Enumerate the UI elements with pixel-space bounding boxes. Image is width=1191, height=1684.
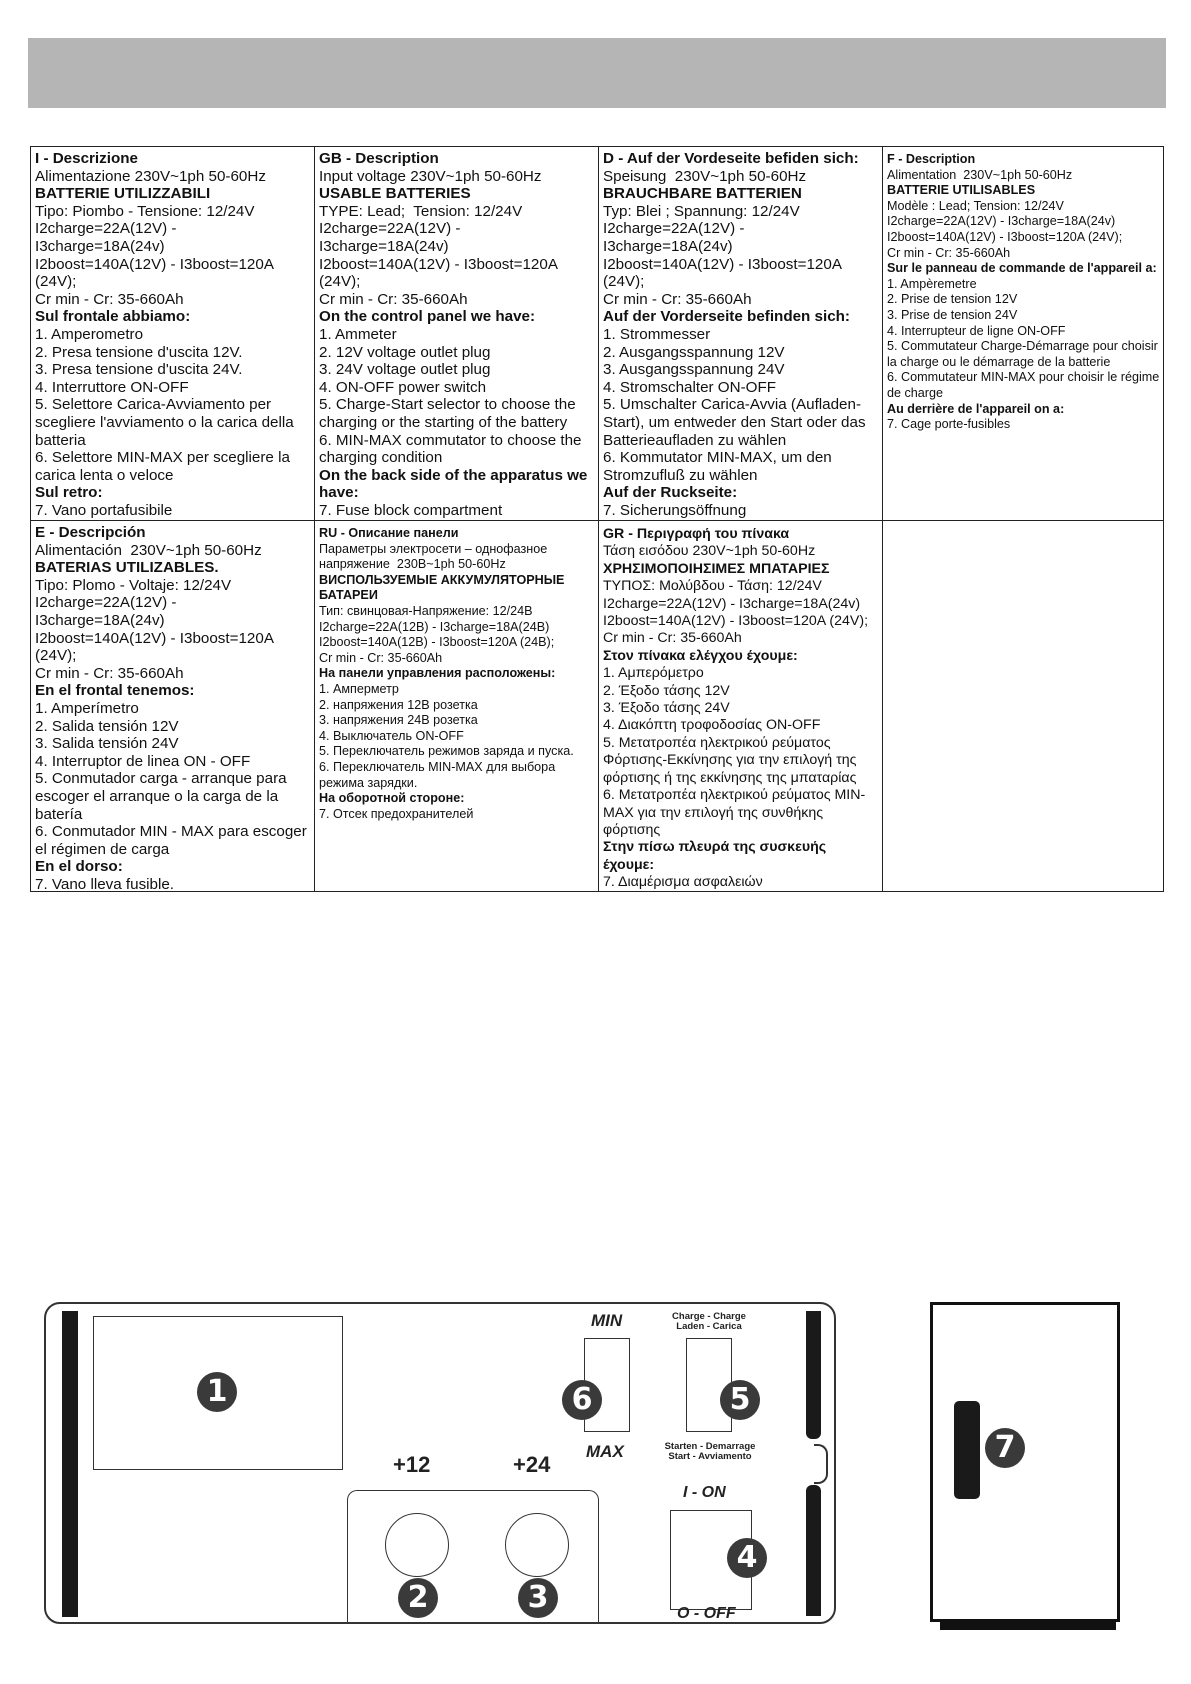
section-heading: En el dorso: (35, 858, 123, 876)
section-line: Тип: свинцовая-Напряжение: 12/24В (319, 603, 533, 618)
section-line: 7. Vano portafusibile (35, 501, 173, 519)
section-line: 2. напряжения 12В розетка (319, 697, 478, 712)
section-line: 5. Μετατροπέα ηλεκτρικού ρεύματος Φόρτισης-Εκκίνησης για την επιλογή της φόρτισης ή της εκκίνησης της μπαταρίας (603, 734, 861, 786)
section-line: I2charge=22A(12V) - I3charge=18A(24v) (35, 594, 181, 629)
section-russian (315, 521, 598, 893)
section-line: 7. Cage porte-fusibles (887, 417, 1011, 432)
label-start (648, 1442, 772, 1462)
section-line: Tipo: Piombo - Tensione: 12/24V (35, 202, 255, 220)
section-heading: BATTERIE UTILISABLES (887, 183, 1036, 198)
section-line: I2charge=22A(12V) - I3charge=18A(24v) (319, 220, 465, 255)
section-line: Alimentación 230V~1ph 50-60Hz (35, 541, 262, 559)
section-line: Alimentation 230V~1ph 50-60Hz (887, 167, 1073, 182)
section-line: I2charge=22A(12V) - I3charge=18A(24v) (887, 214, 1116, 229)
section-line: 3. Salida tensión 24V (35, 735, 179, 753)
section-line: Cr min - Cr: 35-660Ah (35, 290, 184, 308)
label-start-line-1: Starten - Demarrage (664, 1441, 756, 1452)
header-bar (28, 38, 1166, 108)
section-line: 6. Переключатель MIN-MAX для выбора режима зарядки. (319, 759, 559, 790)
label-charge-line-2: Laden - Carica (676, 1321, 742, 1332)
section-line: 1. Амперметр (319, 681, 399, 696)
section-heading: E - Descripción (35, 524, 146, 541)
section-line: 1. Ammeter (319, 325, 397, 343)
section-line: 6. Commutateur MIN-MAX pour choisir le régime de charge (887, 370, 1163, 400)
section-line: 2. Prise de tension 12V (887, 292, 1018, 307)
section-heading: Sul retro: (35, 484, 103, 502)
section-line: 7. Fuse block compartment (319, 501, 503, 519)
section-english (315, 147, 598, 520)
section-line: 2. Presa tensione d'uscita 12V. (35, 343, 243, 361)
section-heading: ВИСПОЛЬЗУЕМЫЕ АККУМУЛЯТОРНЫЕ БАТАРЕИ (319, 572, 568, 603)
outlet-24v (505, 1513, 569, 1577)
section-line: 5. Selettore Carica-Avviamento per scegliere l'avviamento o la carica della batteria (35, 396, 298, 449)
section-line: 7. Vano lleva fusible. (35, 875, 175, 893)
section-heading: GR - Περιγραφή του πίνακα (603, 526, 790, 542)
section-line: I2boost=140A(12В) - I3boost=120A (24В); (319, 635, 555, 650)
section-heading: Στον πίνακα ελέγχου έχουμε: (603, 647, 798, 664)
section-line: 1. Ampèremetre (887, 276, 977, 291)
label-charge-line-1: Charge - Charge (672, 1311, 746, 1322)
section-line: Cr min - Cr: 35-660Ah (35, 664, 184, 682)
section-line: 3. напряжения 24В розетка (319, 713, 478, 728)
section-heading: I - Descrizione (35, 150, 138, 167)
label-plus24: +24 (513, 1452, 551, 1477)
panel-notch (814, 1444, 828, 1484)
section-line: 3. Prise de tension 24V (887, 307, 1018, 322)
section-line: Cr min - Cr: 35-660Ah (603, 630, 742, 647)
section-greek (599, 521, 882, 893)
section-line: 3. 24V voltage outlet plug (319, 361, 491, 379)
section-line: I2boost=140A(12V) - I3boost=120A (24V); (319, 255, 562, 291)
section-line: 5. Charge-Start selector to choose the charging or the starting of the battery (319, 396, 580, 431)
outlet-12v (385, 1513, 449, 1577)
section-spanish (31, 521, 314, 893)
callout-badge-3: 3 (518, 1578, 558, 1618)
section-line: 3. Ausgangsspannung 24V (603, 361, 785, 379)
callout-badge-5: 5 (720, 1380, 760, 1420)
section-heading: На оборотной стороне: (319, 791, 465, 806)
section-line: Input voltage 230V~1ph 50-60Hz (319, 167, 542, 185)
section-heading: BATERIAS UTILIZABLES. (35, 559, 219, 577)
label-on: I - ON (683, 1484, 726, 1501)
section-line: Τάση εισόδου 230V~1ph 50-60Hz (603, 543, 816, 560)
section-line: 3. Έξοδο τάσης 24V (603, 700, 730, 717)
section-line: 7. Διαμέρισμα ασφαλειών (603, 874, 763, 891)
section-line: Alimentazione 230V~1ph 50-60Hz (35, 167, 266, 185)
section-line: 4. Interrupteur de ligne ON-OFF (887, 323, 1066, 338)
section-line: 6. MIN-MAX commutator to choose the charging condition (319, 431, 586, 467)
label-start-line-2: Start - Avviamento (668, 1451, 752, 1462)
section-line: ΤΥΠΟΣ: Μολύβδου - Τάση: 12/24V (603, 578, 822, 595)
section-german (599, 147, 882, 520)
label-min: MIN (591, 1311, 623, 1330)
section-italian (31, 147, 314, 520)
callout-badge-6: 6 (562, 1380, 602, 1420)
label-charge (654, 1312, 764, 1332)
section-line: TYPE: Lead; Tension: 12/24V (319, 202, 523, 220)
section-heading: On the back side of the apparatus we have: (319, 466, 592, 502)
section-line: 4. Stromschalter ON-OFF (603, 378, 776, 396)
section-line: 5. Conmutador carga - arranque para escoger el arranque o la carga de la batería (35, 770, 291, 823)
section-line: 2. Έξοδο τάσης 12V (603, 682, 730, 699)
callout-badge-7: 7 (985, 1428, 1025, 1468)
section-heading: ΧΡΗΣΙΜΟΠΟΙΗΣΙΜΕΣ ΜΠΑΤΑΡΙΕΣ (603, 560, 830, 577)
section-line: 2. Salida tensión 12V (35, 717, 179, 735)
section-line: Modèle : Lead; Tension: 12/24V (887, 198, 1064, 213)
section-line: 5. Umschalter Carica-Avvia (Aufladen-Start), um entweder den Start oder das Batterieaufladen zu wählen (603, 396, 870, 449)
section-line: Cr min - Cr: 35-660Ah (887, 245, 1011, 260)
section-line: 1. Amperometro (35, 325, 144, 343)
section-heading: BRAUCHBARE BATTERIEN (603, 185, 802, 203)
section-line: Параметры электросети – однофазное напряжение 230В~1ph 50-60Hz (319, 541, 551, 572)
label-off: O - OFF (677, 1605, 736, 1622)
section-line: I2charge=22A(12V) - I3charge=18A(24v) (35, 220, 181, 255)
section-line: Typ: Blei ; Spannung: 12/24V (603, 202, 800, 220)
section-line: I2boost=140A(12V) - I3boost=120A (24V); (35, 255, 278, 291)
section-heading: F - Description (887, 152, 976, 166)
section-line: I2charge=22A(12V) - I3charge=18A(24v) (603, 595, 861, 612)
section-empty (883, 521, 1165, 893)
section-line: 6. Conmutador MIN - MAX para escoger el régimen de carga (35, 823, 312, 858)
section-heading: Sur le panneau de commande de l'appareil a: (887, 261, 1157, 276)
fuse-compartment (954, 1401, 980, 1499)
label-plus12: +12 (393, 1452, 431, 1477)
section-line: I2boost=140A(12V) - I3boost=120A (24V); (887, 229, 1123, 244)
section-line: Cr min - Cr: 35-660Ah (319, 650, 443, 665)
section-line: 1. Αμπερόμετρο (603, 665, 704, 682)
section-heading: BATTERIE UTILIZZABILI (35, 185, 211, 203)
section-line: 7. Sicherungsöffnung (603, 501, 747, 519)
section-french (883, 147, 1165, 520)
callout-badge-1: 1 (197, 1372, 237, 1412)
panel-right-rail-top (806, 1311, 821, 1439)
section-line: 7. Отсек предохранителей (319, 806, 474, 821)
section-line: 2. 12V voltage outlet plug (319, 343, 491, 361)
section-line: 4. ON-OFF power switch (319, 378, 487, 396)
callout-badge-2: 2 (398, 1578, 438, 1618)
section-line: 5. Commutateur Charge-Démarrage pour choisir la charge ou le démarrage de la batterie (887, 339, 1162, 369)
section-line: 2. Ausgangsspannung 12V (603, 343, 785, 361)
section-line: 6. Μετατροπέα ηλεκτρικού ρεύματος MIN-MAX για την επιλογή της συνθήκης φόρτισης (603, 787, 866, 838)
section-line: 1. Amperímetro (35, 699, 139, 717)
callout-badge-4: 4 (727, 1538, 767, 1578)
section-line: 4. Выключатель ON-OFF (319, 728, 464, 743)
language-description-grid (30, 146, 1164, 892)
section-heading: GB - Description (319, 150, 439, 167)
section-line: Tipo: Plomo - Voltaje: 12/24V (35, 576, 232, 594)
section-line: I2charge=22A(12V) - I3charge=18A(24v) (603, 220, 749, 255)
section-heading: Auf der Vorderseite befinden sich: (603, 308, 850, 326)
panel-right-rail-bottom (806, 1485, 821, 1616)
section-heading: D - Auf der Vordeseite befiden sich: (603, 150, 859, 167)
section-line: I2boost=140A(12V) - I3boost=120A (24V); (603, 613, 869, 630)
section-line: 3. Presa tensione d'uscita 24V. (35, 361, 243, 379)
section-line: 4. Interruttore ON-OFF (35, 378, 189, 396)
section-heading: Στην πίσω πλευρά της συσκευής έχουμε: (603, 839, 831, 873)
section-heading: En el frontal tenemos: (35, 682, 195, 700)
section-heading: On the control panel we have: (319, 308, 536, 326)
section-heading: Au derrière de l'appareil on a: (887, 401, 1065, 416)
section-line: 6. Kommutator MIN-MAX, um den Stromzufluß zu wählen (603, 449, 836, 484)
section-line: Cr min - Cr: 35-660Ah (603, 290, 752, 308)
section-line: I2charge=22A(12В) - I3charge=18A(24В) (319, 619, 550, 634)
section-line: 4. Διακόπτη τροφοδοσίας ON-OFF (603, 717, 821, 734)
section-heading: Sul frontale abbiamo: (35, 308, 191, 326)
section-line: 4. Interruptor de linea ON - OFF (35, 752, 251, 770)
section-line: Cr min - Cr: 35-660Ah (319, 290, 468, 308)
rear-panel-base (940, 1620, 1116, 1630)
section-line: I2boost=140A(12V) - I3boost=120A (24V); (35, 629, 278, 665)
section-heading: RU - Описание панели (319, 526, 459, 540)
section-heading: USABLE BATTERIES (319, 185, 471, 203)
panel-left-rail (62, 1311, 78, 1617)
section-line: 1. Strommesser (603, 325, 711, 343)
label-max: MAX (586, 1442, 624, 1461)
section-heading: На панели управления расположены: (319, 666, 556, 681)
section-line: 6. Selettore MIN-MAX per scegliere la carica lenta o veloce (35, 449, 295, 484)
section-heading: Auf der Ruckseite: (603, 484, 738, 502)
section-line: 5. Переключатель режимов заряда и пуска. (319, 744, 574, 759)
section-line: I2boost=140A(12V) - I3boost=120A (24V); (603, 255, 846, 291)
section-line: Speisung 230V~1ph 50-60Hz (603, 167, 807, 185)
